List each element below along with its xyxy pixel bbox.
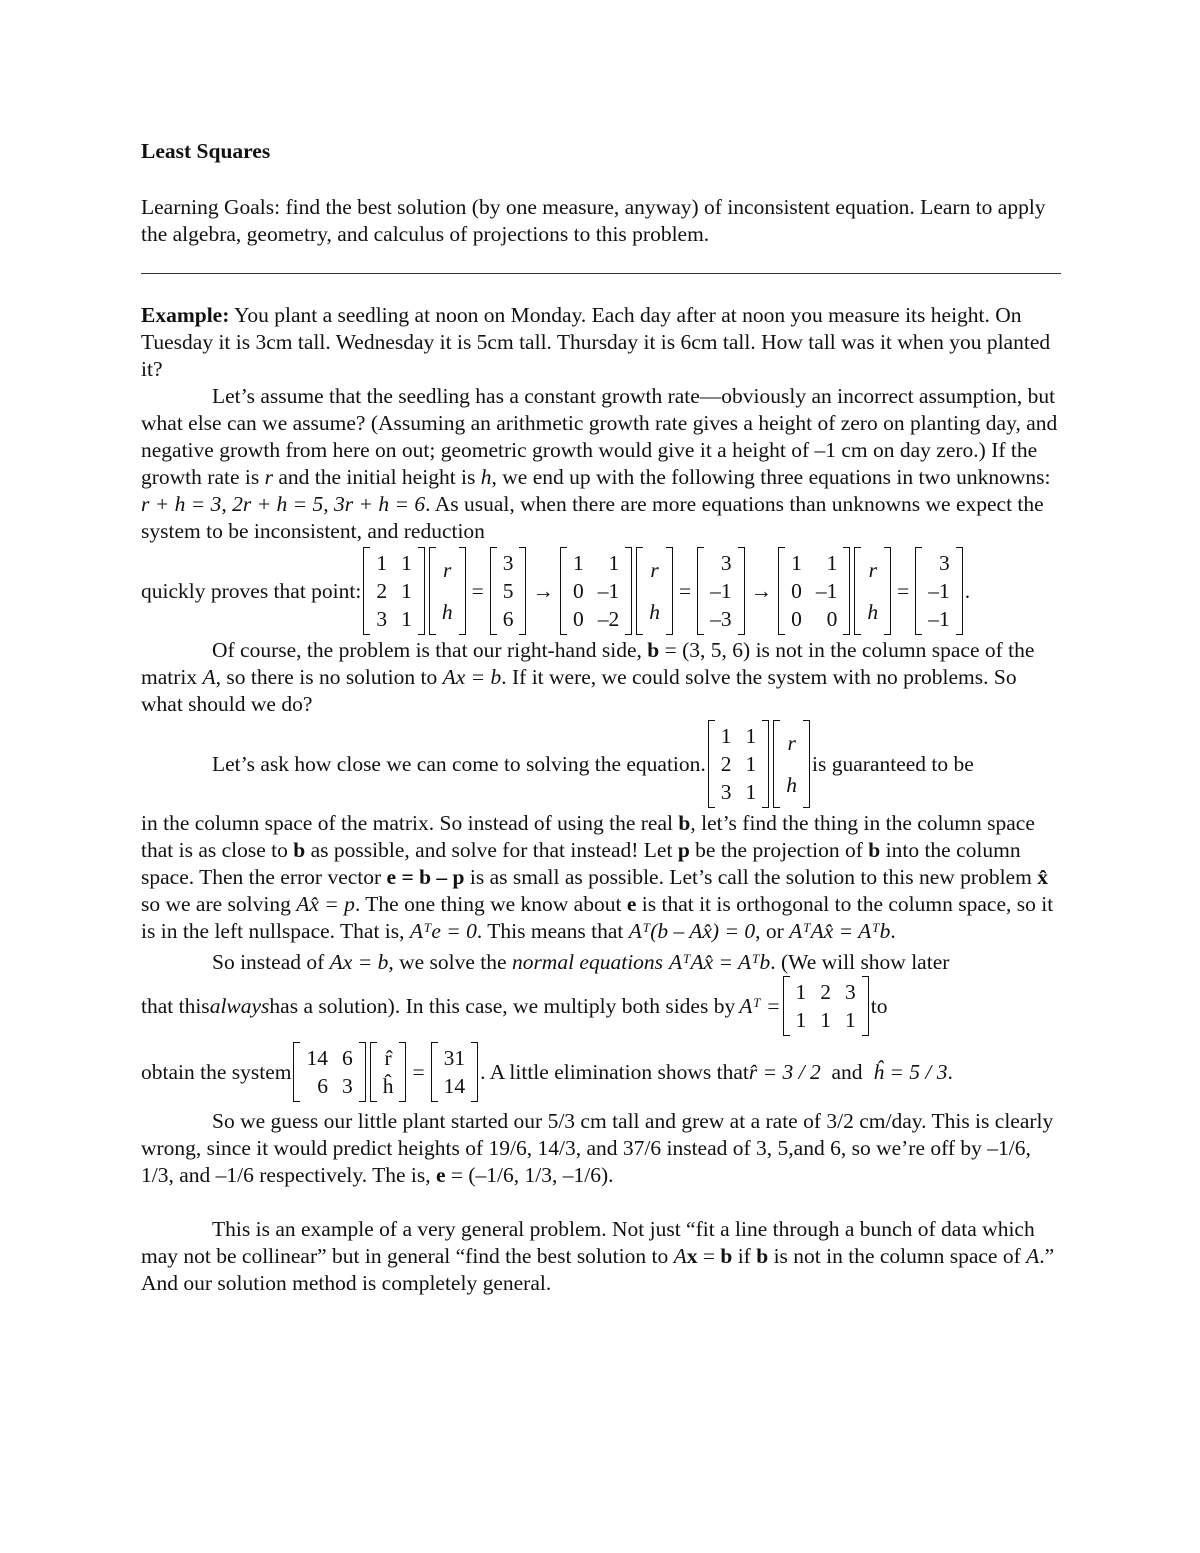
assumption-paragraph: Let’s assume that the seedling has a constant growth rate—obviously an incorrect assumption, but what else can we assume? (Assuming an arithmetic growth rate gives a height of zero on planting day, and negative growth from here on out; geometric growth would give it a height of –1 cm on day zero.) If the growth rate is r and the initial height is h, we end up with the following three equations in two unknowns: r + h = 3, 2r + h = 5, 3r + h = 6. As usual, when there are more equations than unknowns we expect the system to be inconsistent, and reduction: [141, 384, 1058, 543]
matrix-entry: 0: [572, 607, 584, 631]
matrix-entry: 1: [745, 724, 757, 748]
matrix-entry: 2: [820, 980, 832, 1004]
matrix-entry: –3: [710, 607, 732, 631]
matrix-entry: 1: [376, 551, 388, 575]
vector-rh-4: r h: [773, 720, 810, 808]
matrix-entry: 3: [341, 1074, 353, 1098]
matrix-entry: 3: [720, 551, 732, 575]
matrix-entry: 6: [341, 1046, 353, 1070]
vector-atb: [431, 1042, 479, 1102]
projection-paragraph: in the column space of the matrix. So instead of using the real b, let’s find the thing in the column space that is as close to b as possible, and solve for that instead! Let p be the projection of b into the column space. Then the error vector e = b – p is as small as possible. Let’s call the solution to this new problem x̂ so we are solving Ax̂ = p. The one thing we know about e is that it is orthogonal to the column space, so it is in the left nullspace. That is, Aᵀe = 0. This means that Aᵀ(b – Ax̂) = 0, or AᵀAx̂ = Aᵀb.: [141, 811, 1054, 943]
matrix-entry: 3: [939, 551, 950, 575]
divider: [141, 273, 1061, 274]
vector-hat: [370, 1042, 407, 1102]
matrix-entry: 14: [443, 1074, 466, 1098]
reduction-row: quickly proves that point: 1 1 2 1 3 1 r h = 3 5 6 → 1 1 0 –1 0 –2 r h = 3 –1 –3 → 1 1 0 –1 0 0 r h = 3 –1 –1 .: [141, 547, 1061, 635]
vector-rh-2: r h: [636, 547, 673, 635]
matrix-ata: [293, 1042, 365, 1102]
matrix-entry: ĥ: [382, 1074, 394, 1098]
matrix-entry: –2: [597, 607, 620, 631]
example-text: You plant a seedling at noon on Monday. Each day after at noon you measure its height. On Tuesday it is 3cm tall. Wednesday it is 5cm tall. Thursday it is 6cm tall. How tall was it when you planted it?: [141, 303, 1051, 381]
matrix-entry: 1: [820, 1008, 832, 1032]
matrix-a: [363, 547, 425, 635]
matrix-a-transpose: [783, 976, 869, 1036]
page-title: Least Squares: [141, 139, 271, 163]
matrix-entry: 1: [826, 551, 838, 575]
normal-equations-paragraph: So instead of Ax = b, we solve the normal equations AᵀAx̂ = Aᵀb. (We will show later: [212, 950, 950, 974]
matrix-entry: 3: [720, 780, 732, 804]
matrix-entry: r̂: [384, 1046, 392, 1070]
matrix-entry: 6: [317, 1074, 328, 1098]
transpose-row: that this always has a solution). In this case, we multiply both sides by Aᵀ = 1 2 3 1 1 1 to: [141, 976, 1061, 1036]
matrix-entry: 31: [443, 1046, 466, 1070]
matrix-entry: 0: [826, 607, 838, 631]
matrix-entry: –1: [928, 607, 950, 631]
document-content: [141, 138, 1061, 1297]
matrix-entry: 0: [791, 579, 802, 603]
matrix-entry: 2: [720, 752, 732, 776]
conclusion-paragraph: So we guess our little plant started our 5/3 cm tall and grew at a rate of 3/2 cm/day. This is clearly wrong, since it would predict heights of 19/6, 14/3, and 37/6 instead of 3, 5,and 6, so we’re off by –1/6, 1/3, and –1/6 respectively. The is, e = (–1/6, 1/3, –1/6).: [141, 1109, 1054, 1187]
matrix-a-repeat: [708, 720, 770, 808]
matrix-entry: –1: [928, 579, 950, 603]
vector-b3: [915, 547, 963, 635]
example-paragraph: [141, 302, 1061, 383]
matrix-entry: 1: [401, 607, 412, 631]
system-equations: r + h = 3, 2r + h = 5, 3r + h = 6: [141, 492, 426, 516]
matrix-entry: 1: [795, 1008, 807, 1032]
matrix-entry: 1: [401, 551, 412, 575]
matrix-entry: 2: [376, 579, 388, 603]
vector-rh-3: r h: [854, 547, 891, 635]
matrix-entry: 1: [720, 724, 732, 748]
matrix-entry: 1: [745, 780, 757, 804]
normal-system-row: obtain the system 14 6 6 3 r̂ ĥ = 31 14 . A little elimination shows that r̂ = 3 / 2 and ĥ = 5 / 3 .: [141, 1042, 1061, 1102]
vector-rh: r h: [429, 547, 466, 635]
matrix-entry: –1: [815, 579, 838, 603]
matrix-entry: –1: [597, 579, 620, 603]
matrix-entry: 14: [306, 1046, 328, 1070]
matrix-entry: 3: [376, 607, 388, 631]
matrix-entry: 1: [795, 980, 807, 1004]
matrix-entry: 6: [502, 607, 514, 631]
matrix-entry: 1: [608, 551, 620, 575]
column-space-paragraph: Of course, the problem is that our right-hand side, b = (3, 5, 6) is not in the column space of the matrix A, so there is no solution to Ax = b. If it were, we could solve the system with no problems. So what should we do?: [141, 638, 1035, 716]
matrix-entry: 1: [845, 1008, 856, 1032]
matrix-entry: 1: [572, 551, 584, 575]
close-solve-row: Let’s ask how close we can come to solving the equation. 1 1 2 1 3 1 r h is guaranteed to be: [141, 720, 1061, 808]
general-problem-paragraph: This is an example of a very general problem. Not just “fit a line through a bunch of data which may not be collinear” but in general “find the best solution to Ax = b if b is not in the column space of A.” And our solution method is completely general.: [141, 1217, 1055, 1295]
learning-goals: Learning Goals: find the best solution (by one measure, anyway) of inconsistent equation. Learn to apply the algebra, geometry, and calculus of projections to this problem.: [141, 195, 1046, 246]
matrix-entry: 1: [791, 551, 802, 575]
matrix-entry: 3: [502, 551, 514, 575]
matrix-entry: 3: [845, 980, 856, 1004]
vector-b2: [697, 547, 745, 635]
matrix-entry: 1: [745, 752, 757, 776]
matrix-entry: 5: [502, 579, 514, 603]
matrix-entry: –1: [710, 579, 732, 603]
matrix-step2: [560, 547, 632, 635]
example-label: Example:: [141, 303, 230, 327]
matrix-a-cells: [370, 547, 418, 635]
matrix-step3: [778, 547, 850, 635]
matrix-entry: 1: [401, 579, 412, 603]
matrix-entry: 0: [791, 607, 802, 631]
matrix-entry: 0: [572, 579, 584, 603]
vector-b1: [490, 547, 527, 635]
